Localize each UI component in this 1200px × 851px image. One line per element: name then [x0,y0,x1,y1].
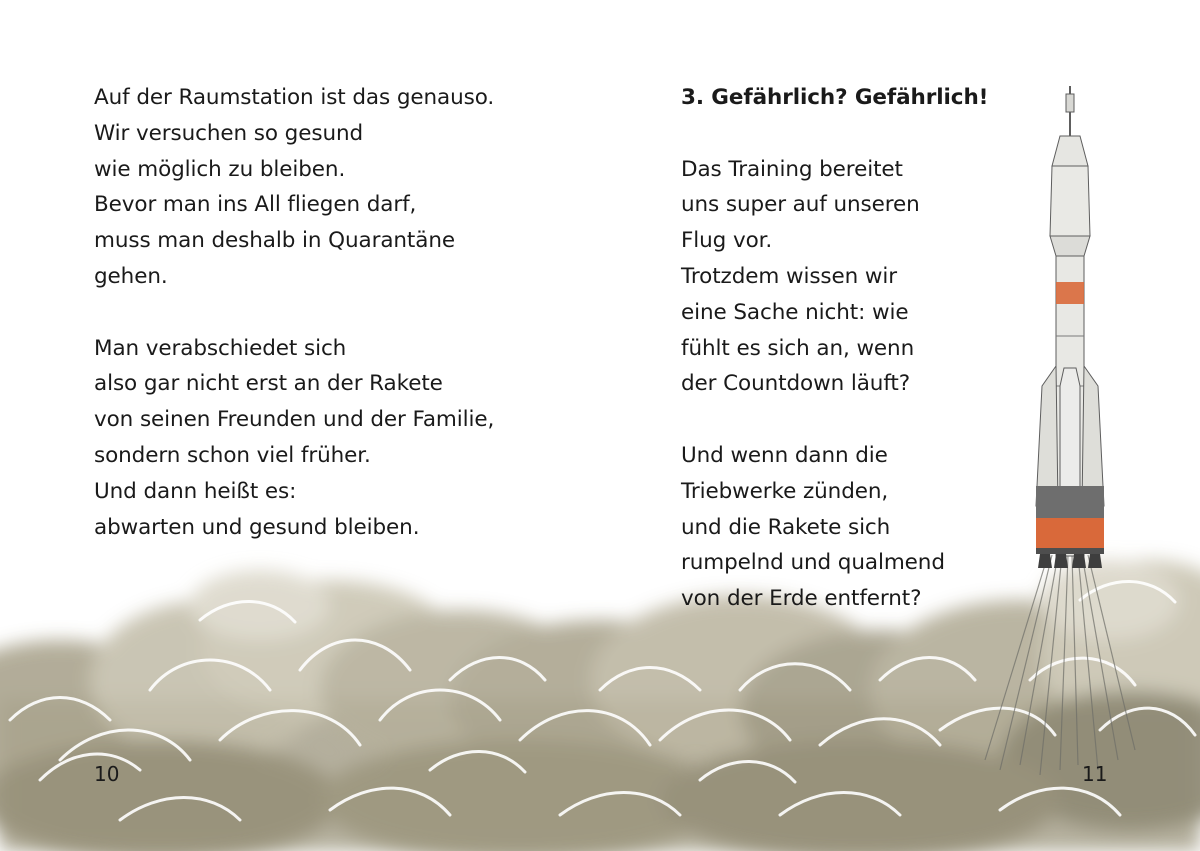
text-line: Wir versuchen so gesund [94,120,364,146]
text-line: Flug vor. [681,228,773,254]
text-line: Und dann heißt es: [94,478,297,504]
text-line: fühlt es sich an, wenn [681,335,915,361]
text-line: Bevor man ins All fliegen darf, [94,192,417,218]
text-line: Trotzdem wissen wir [681,263,898,289]
chapter-heading: 3. Gefährlich? Gefährlich! [681,85,989,110]
text-line: eine Sache nicht: wie [681,299,909,325]
left-page-text [94,80,614,545]
text-line: rumpelnd und qualmend [681,550,945,576]
text-line: und die Rakete sich [681,514,891,540]
page-number-left: 10 [94,762,120,786]
page-number-right: 11 [1082,762,1108,786]
text-line: abwarten und gesund bleiben. [94,514,420,540]
paragraph-gap [681,402,1011,438]
text-line: muss man deshalb in Quarantäne [94,228,455,254]
text-line: von der Erde entfernt? [681,586,922,612]
paragraph-gap [681,116,1011,152]
text-line: der Countdown läuft? [681,371,911,397]
text-line: wie möglich zu bleiben. [94,156,346,182]
text-line: sondern schon viel früher. [94,442,371,468]
text-line: Triebwerke zünden, [681,478,889,504]
right-page-text [681,80,1011,617]
text-line: Man verabschiedet sich [94,335,347,361]
text-line: Auf der Raumstation ist das genauso. [94,85,495,110]
text-line: uns super auf unseren [681,192,920,218]
text-line: also gar nicht erst an der Rakete [94,371,443,397]
text-line: Und wenn dann die [681,442,888,468]
text-line: gehen. [94,263,168,289]
text-line: Das Training bereitet [681,156,903,182]
text-line: von seinen Freunden und der Familie, [94,407,495,433]
paragraph-gap [94,295,614,331]
